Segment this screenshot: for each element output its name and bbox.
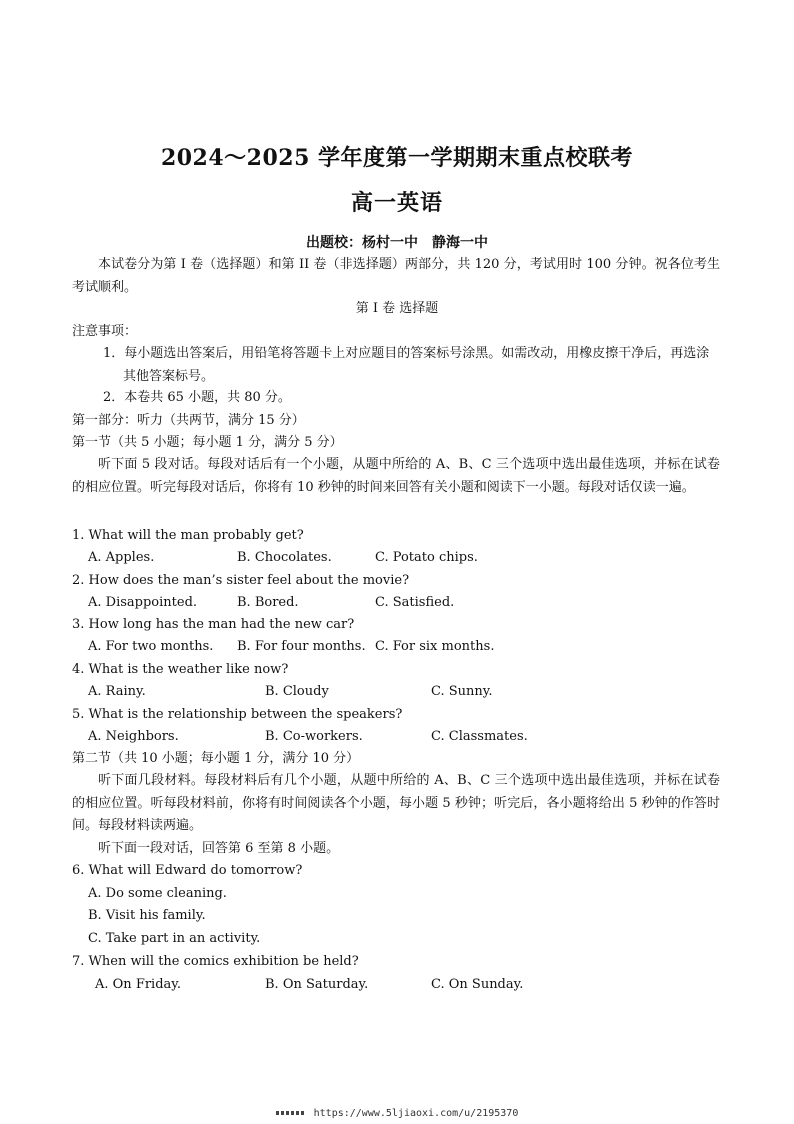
q1-option-b: B. Chocolates. <box>237 550 332 565</box>
question-7: 7. When will the comics exhibition be held? <box>72 954 359 969</box>
volume-title: 第 I 卷 选择题 <box>355 301 439 316</box>
notes-item-1: 1．每小题选出答案后，用铅笔将答题卡上对应题目的答案标号涂黑。如需改动，用橡皮擦干净后，再选涂其他答案标号。 <box>103 346 710 384</box>
q7-option-b: B. On Saturday. <box>265 977 369 992</box>
q2-option-c: C. Satisfied. <box>375 595 455 610</box>
section-1-heading: 第一节（共 5 小题；每小题 1 分，满分 5 分） <box>72 435 343 450</box>
footer-watermark <box>0 1108 794 1119</box>
q4-option-b: B. Cloudy <box>265 684 329 699</box>
notes-heading: 注意事项： <box>72 324 138 339</box>
q6-option-c: C. Take part in an activity. <box>88 931 261 946</box>
q4-option-a: A. Rainy. <box>88 684 146 699</box>
footer-url: https://www.5ljiaoxi.com/u/2195370 <box>313 1108 519 1119</box>
q2-option-a: A. Disappointed. <box>88 595 198 610</box>
q3-option-b: B. For four months. <box>237 639 366 654</box>
q7-option-c: C. On Sunday. <box>431 977 524 992</box>
school-line <box>0 232 794 252</box>
school-label: 出题校：杨村一中 <box>306 235 418 251</box>
q5-option-b: B. Co-workers. <box>265 729 363 744</box>
watermark-logo-icon <box>276 1111 306 1115</box>
exam-title: 2024～2025 学年度第一学期期末重点校联考 <box>160 145 634 171</box>
q6-option-a: A. Do some cleaning. <box>88 886 227 901</box>
q1-option-a: A. Apples. <box>88 550 155 565</box>
q5-option-a: A. Neighbors. <box>88 729 179 744</box>
q1-option-c: C. Potato chips. <box>375 550 478 565</box>
q4-option-c: C. Sunny. <box>431 684 493 699</box>
question-5: 5. What is the relationship between the speakers? <box>72 707 403 722</box>
section-2-sub-instruction: 听下面一段对话，回答第 6 至第 8 小题。 <box>98 841 340 856</box>
q3-option-c: C. For six months. <box>375 639 495 654</box>
question-6: 6. What will Edward do tomorrow? <box>72 863 303 878</box>
section-2-instruction: 听下面几段材料。每段材料后有几个小题，从题中所给的 A、B、C 三个选项中选出最佳选项，并标在试卷的相应位置。听每段材料前，你将有时间阅读各个小题，每小题 5 秒钟；听完后，各小题将给出 5 秒钟的作答时间。每段材料读两遍。 <box>72 773 720 833</box>
part-1-heading: 第一部分：听力（共两节，满分 15 分） <box>72 413 305 428</box>
intro-paragraph: 本试卷分为第 I 卷（选择题）和第 II 卷（非选择题）两部分，共 120 分，考试用时 100 分钟。祝各位考生考试顺利。 <box>72 257 720 295</box>
q2-option-b: B. Bored. <box>237 595 299 610</box>
notes-item-2: 2．本卷共 65 小题，共 80 分。 <box>103 390 291 405</box>
q6-option-b: B. Visit his family. <box>88 908 206 923</box>
q3-option-a: A. For two months. <box>88 639 214 654</box>
q5-option-c: C. Classmates. <box>431 729 528 744</box>
section-2-heading: 第二节（共 10 小题；每小题 1 分，满分 10 分） <box>72 751 360 766</box>
exam-subject: 高一英语 <box>350 190 443 216</box>
question-1: 1. What will the man probably get? <box>72 528 304 543</box>
question-4: 4. What is the weather like now? <box>72 662 289 677</box>
section-1-instruction: 听下面 5 段对话。每段对话后有一个小题，从题中所给的 A、B、C 三个选项中选出最佳选项，并标在试卷的相应位置。听完每段对话后，你将有 10 秒钟的时间来回答有关小题和阅读下一小题。每段对话仅读一遍。 <box>72 457 720 495</box>
q7-option-a: A. On Friday. <box>95 977 182 992</box>
school-name-2: 静海一中 <box>432 235 488 251</box>
question-2: 2. How does the man’s sister feel about the movie? <box>72 573 410 588</box>
question-3: 3. How long has the man had the new car? <box>72 617 355 632</box>
